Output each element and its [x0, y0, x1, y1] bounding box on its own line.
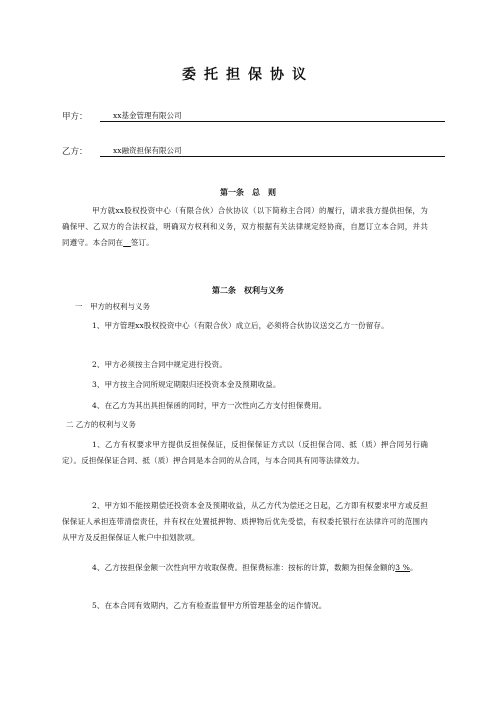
- party-b-line: [62, 145, 182, 159]
- party-b-name: xx融资担保有限公司: [100, 145, 445, 157]
- guarantee-rate: 3 %: [395, 563, 411, 572]
- item4-text: 4、乙方按担保金额一次性向甲方收取保费。担保费标准：按标的计算，数额为担保金额的: [92, 563, 396, 572]
- party-a-name: xx基金管理有限公司: [100, 110, 445, 122]
- article1-text-end: 签订。: [130, 237, 154, 247]
- section1-item-1: 1、甲方管理xx股权投资中心（有限合伙）成立后，必须将合伙协议送交乙方一份留存。: [92, 321, 389, 330]
- section2-item-5: 5、在本合同有效期内，乙方有检查监督甲方所管理基金的运作情况。: [92, 601, 327, 610]
- article1-heading: 第一条 总 则: [220, 187, 276, 197]
- signing-place-blank: [123, 238, 131, 247]
- section1-item-3: 3、甲方按主合同所规定期限归还投资本金及预期收益。: [92, 380, 281, 389]
- document-title: 委托担保协议: [182, 67, 314, 83]
- section1-item-4: 4、在乙方为其出具担保函的同时，甲方一次性向乙方支付担保费用。: [92, 401, 327, 410]
- article2-heading: 第二条 权利与义务: [212, 285, 284, 295]
- party-b-label: 乙方：: [62, 147, 88, 157]
- section1-item-2: 2、甲方必须按主合同中规定进行投资。: [92, 360, 227, 369]
- article1-text: 甲方就xx股权投资中心（有限合伙）合伙协议（以下简称主合同）的履行，请求我方提供担保，为确保甲、乙双方的合法权益，明确双方权利和义务，双方根据有关法律规定经协商，自愿订立本合同，并共同遵守。本合同在: [62, 206, 428, 247]
- party-a-line: [62, 110, 182, 124]
- section2-item-1: 1、乙方有权要求甲方提供反担保保证，反担保保证方式以（反担保合同、抵（质）押合同另行确定）。反担保保证合同、抵（质）押合同是本合同的从合同，与本合同具有同等法律效力。: [62, 440, 428, 465]
- party-a-label: 甲方：: [62, 112, 88, 122]
- section2-title: 二 乙方的权利与义务: [66, 420, 136, 429]
- item4-text-end: 。: [410, 563, 418, 572]
- article1-paragraph: [62, 203, 428, 250]
- section1-title: 一 甲方的权利与义务: [75, 302, 150, 311]
- section2-item-4: [62, 560, 428, 576]
- section2-item-2: 2、甲方如不能按期偿还投资本金及预期收益，从乙方代为偿还之日起，乙方即有权要求甲方或反担保保证人承担连带清偿责任，并有权在处置抵押物、质押物后优先受偿，有权委托银行在法律许可的范围内从甲方及反担保保证人帐户中扣划款项。: [62, 501, 428, 542]
